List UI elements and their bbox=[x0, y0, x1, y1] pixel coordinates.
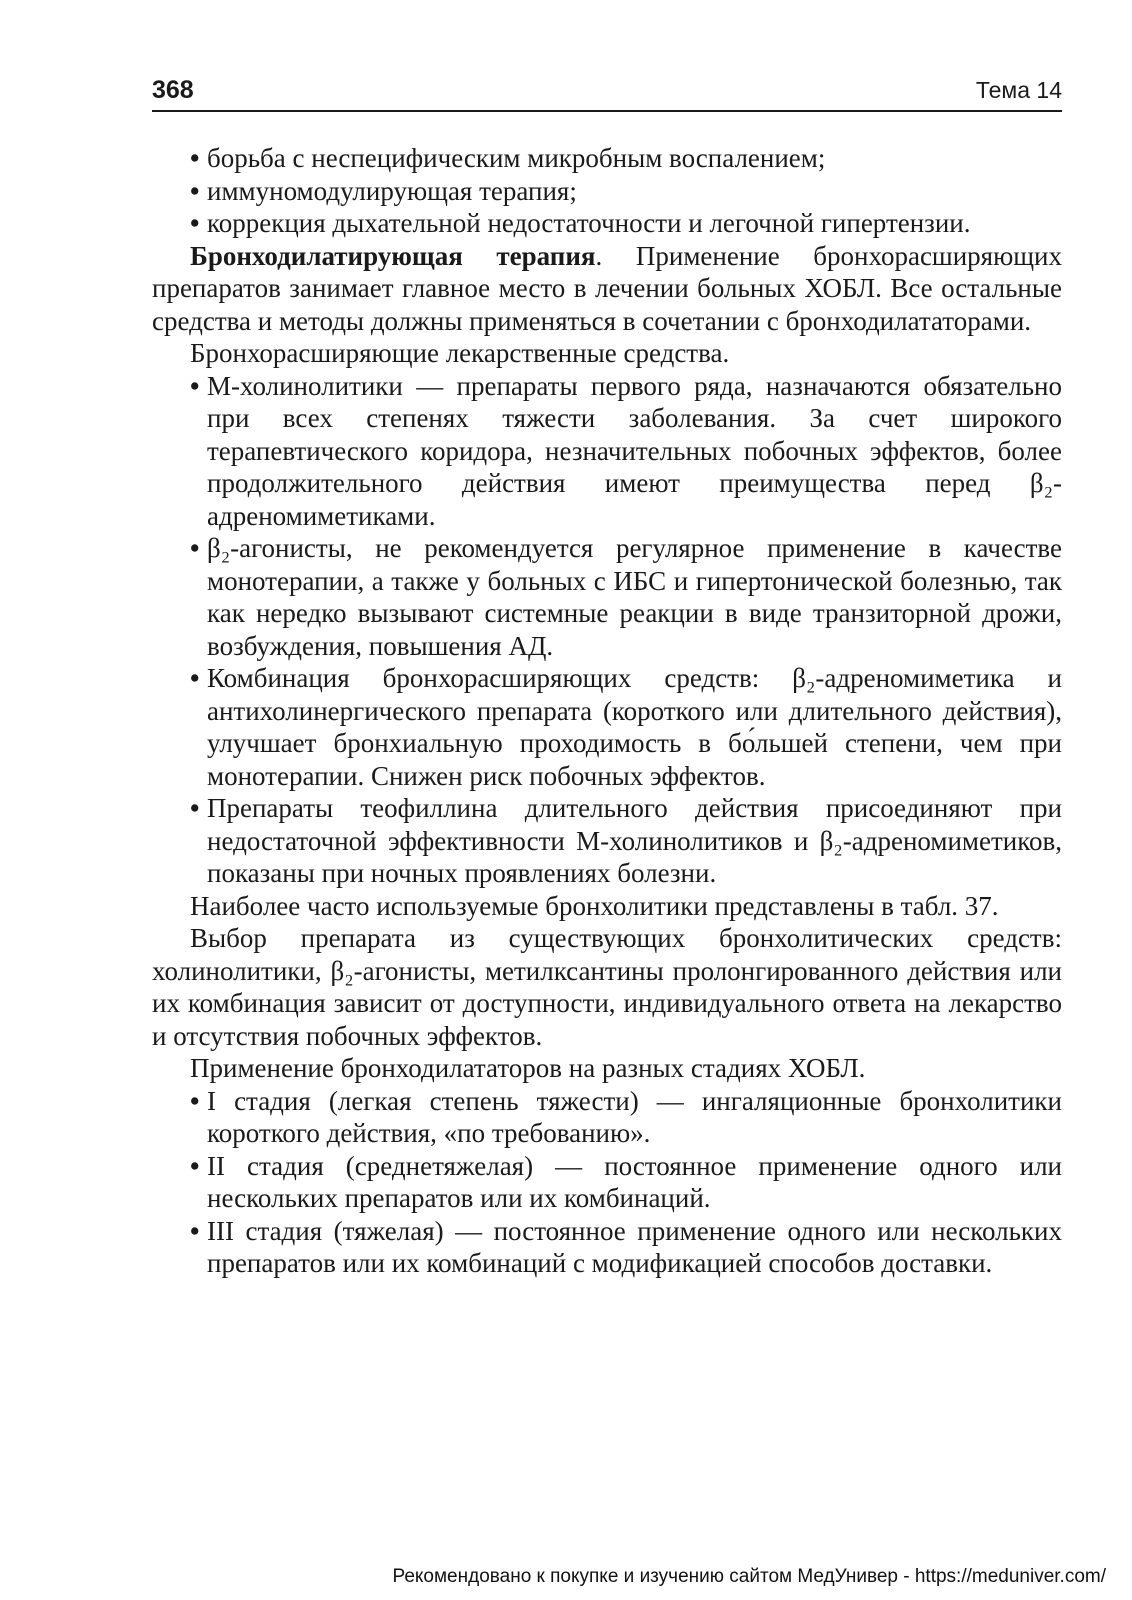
list-item: • I стадия (легкая степень тяжести) — ингаляционные бронхолитики короткого действия, «по требованию». bbox=[190, 1085, 1062, 1148]
bullet-icon: • bbox=[190, 663, 200, 693]
list-item: • Комбинация бронхорасширяющих средств: β₂-адреномиметика и антихолинергического препарата (короткого или длительного действия), улучшает бронхиальную проходимость в бо́льшей степени, чем при монотерапии. Снижен риск побочных эффектов. bbox=[190, 663, 1062, 791]
list-item: • борьба с неспецифическим микробным воспалением; bbox=[190, 143, 826, 173]
bullet-icon: • bbox=[190, 370, 200, 401]
bullet-icon: • bbox=[190, 143, 200, 173]
bullet-icon: • bbox=[190, 1215, 200, 1246]
intro-list bbox=[152, 142, 1062, 240]
list-item: • II стадия (среднетяжелая) — постоянное применение одного или нескольких препаратов или их комбинаций. bbox=[190, 1150, 1062, 1213]
bullet-icon: • bbox=[190, 533, 200, 563]
list-item: • β₂-агонисты, не рекомендуется регулярное применение в качестве монотерапии, а также у больных с ИБС и гипертонической болезнью, так как нередко вызывают системные реакции в виде транзиторной дрожи, возбуждения, повышения АД. bbox=[190, 533, 1062, 661]
choice-paragraph: Выбор препарата из существующих бронхолитических средств: холинолитики, β₂-агонисты, метилксантины пролонгированного действия или их комбинация зависит от доступности, индивидуального ответа на лекарство и отсутствия побочных эффектов. bbox=[152, 923, 1062, 1051]
stages-list bbox=[152, 1085, 1062, 1280]
stages-heading: Применение бронходилататоров на разных стадиях ХОБЛ. bbox=[190, 1053, 866, 1083]
running-title: Тема 14 bbox=[975, 77, 1062, 103]
page-number: 368 bbox=[152, 76, 194, 104]
bullet-icon: • bbox=[190, 208, 200, 238]
bullet-icon: • bbox=[190, 175, 200, 206]
bullet-icon: • bbox=[190, 1150, 200, 1181]
list-item: • иммуномодулирующая терапия; bbox=[190, 175, 577, 206]
drugs-list bbox=[152, 370, 1062, 890]
body-text bbox=[152, 142, 1062, 1280]
bullet-icon: • bbox=[190, 1085, 200, 1116]
list-item: • М-холинолитики — препараты первого ряда, назначаются обязательно при всех степенях тяжести заболевания. За счет широкого терапевтического коридора, незначительных побочных эффектов, более продолжительного действия имеют преимущества перед β₂-адреномиметиками. bbox=[190, 370, 1062, 531]
table-reference-paragraph: Наиболее часто используемые бронхолитики представлены в табл. 37. bbox=[190, 890, 999, 921]
list-item: • III стадия (тяжелая) — постоянное применение одного или нескольких препаратов или их комбинаций с модификацией способов доставки. bbox=[190, 1215, 1062, 1278]
footer-note: Рекомендовано к покупке и изучению сайтом МедУнивер - https://meduniver.com/ bbox=[392, 1566, 1106, 1587]
bronchodilator-paragraph: Бронходилатирующая терапия. Применение бронхорасширяющих препаратов занимает главное место в лечении больных ХОБЛ. Все остальные средства и методы должны применяться в сочетании с бронходилататорами. bbox=[152, 240, 1062, 336]
page-header bbox=[152, 76, 1062, 112]
drugs-heading: Бронхорасширяющие лекарственные средства. bbox=[190, 338, 730, 368]
list-item: • Препараты теофиллина длительного действия присоединяют при недостаточной эффективности М-холинолитиков и β₂-адреномиметиков, показаны при ночных проявлениях болезни. bbox=[190, 793, 1062, 888]
bullet-icon: • bbox=[190, 793, 200, 823]
term-bold: Бронходилатирующая терапия bbox=[190, 240, 596, 271]
list-item: • коррекция дыхательной недостаточности и легочной гипертензии. bbox=[190, 208, 971, 238]
